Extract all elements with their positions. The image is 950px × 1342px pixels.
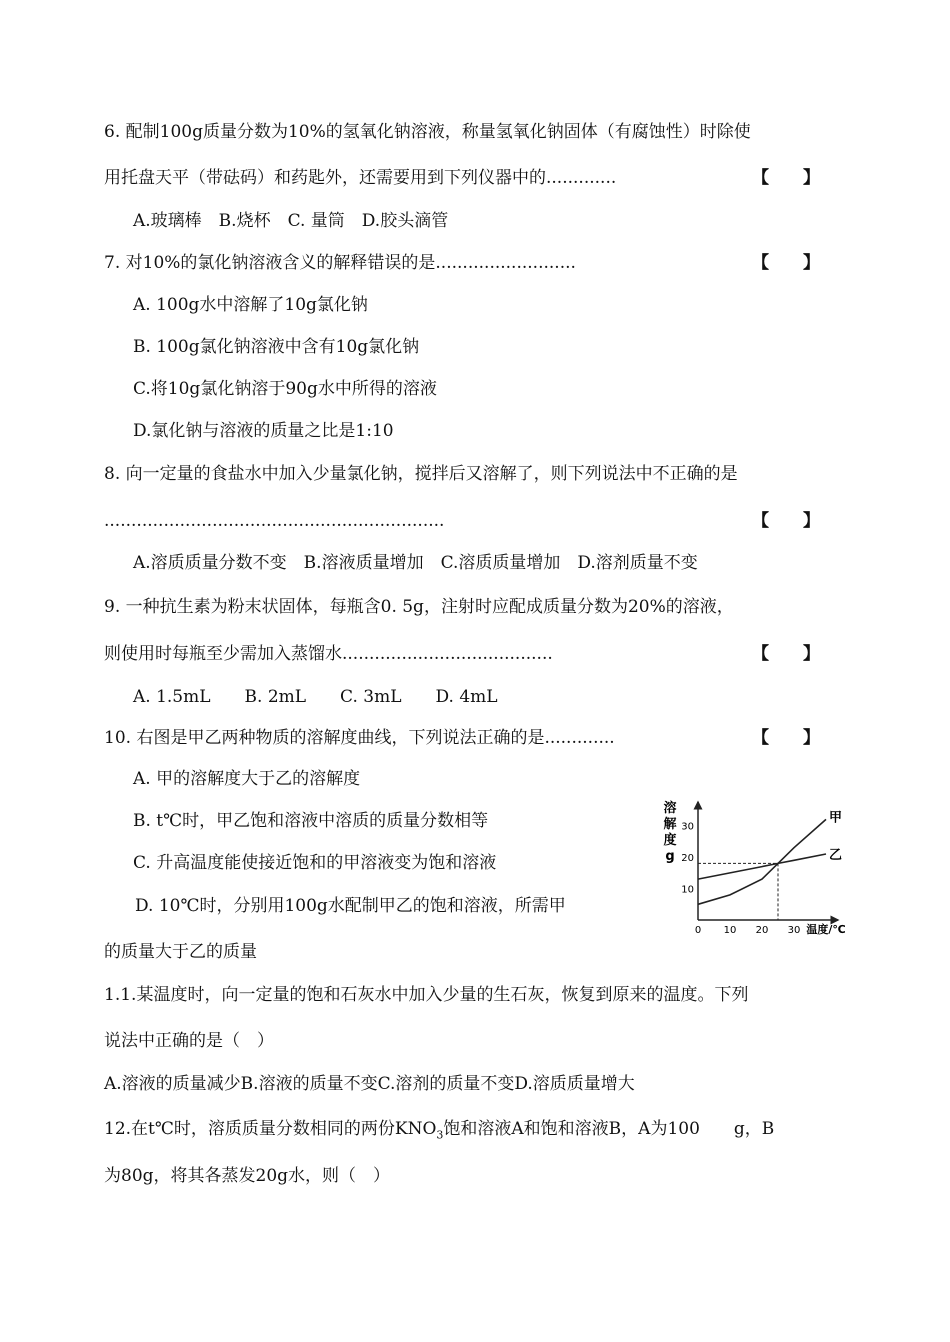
q6-line1: 6. 配制100g质量分数为10%的氢氧化钠溶液，称量氢氧化钠固体（有腐蚀性）时除使 [104,122,751,142]
q8-options: A.溶质质量分数不变 B.溶液质量增加 C.溶质质量增加 D.溶剂质量不变 [133,553,698,573]
q6-answer-bracket: 【 】 [752,168,820,188]
series-label-yi: 乙 [829,848,843,863]
y-axis-label-char: 度 [663,833,677,848]
y-tick-label: 20 [681,853,694,865]
q12-subscript: 3 [436,1128,444,1142]
q7-option-b: B. 100g氯化钠溶液中含有10g氯化钠 [133,337,420,357]
x-tick-label: 20 [755,925,769,936]
q7-option-a: A. 100g水中溶解了10g氯化钠 [133,295,368,315]
q12-line1-part-a: 12.在t℃时，溶质质量分数相同的两份KNO [104,1119,437,1139]
q6-options: A.玻璃棒 B.烧杯 C. 量筒 D.胶头滴管 [133,211,449,231]
q9-line2: 则使用时每瓶至少需加入蒸馏水....................................... [104,644,553,664]
series-curve-jia [698,819,826,904]
q9-options: A. 1.5mL B. 2mL C. 3mL D. 4mL [133,687,498,707]
q11-options: A.溶液的质量减少B.溶液的质量不变C.溶剂的质量不变D.溶质质量增大 [104,1074,635,1094]
y-tick-label: 30 [681,821,694,833]
q10-option-d: D. 10℃时，分别用100g水配制甲乙的饱和溶液，所需甲 [135,896,566,916]
q12-line1-part-b: 饱和溶液A和饱和溶液B，A为100 g，B [443,1119,775,1139]
y-tick-label: 10 [681,884,694,896]
q11-line1: 1.1.某温度时，向一定量的饱和石灰水中加入少量的生石灰，恢复到原来的温度。下列 [104,985,749,1005]
q10-stem: 10. 右图是甲乙两种物质的溶解度曲线，下列说法正确的是............. [104,728,615,748]
q10-option-a: A. 甲的溶解度大于乙的溶解度 [133,769,361,789]
series-curve-yi [698,854,826,879]
x-tick-label: 10 [723,925,737,936]
x-tick-label: 0 [694,925,702,936]
q7-option-c: C.将10g氯化钠溶于90g水中所得的溶液 [133,379,437,399]
q6-line2: 用托盘天平（带砝码）和药匙外，还需要用到下列仪器中的............. [104,168,617,188]
y-axis-label-char: 解 [663,817,677,832]
q11-line2: 说法中正确的是（ ） [104,1031,274,1051]
y-axis-label-char: 溶 [663,801,677,816]
q10-option-b: B. t℃时，甲乙饱和溶液中溶质的质量分数相等 [133,811,489,831]
q10-answer-bracket: 【 】 [752,728,820,748]
q12-line2: 为80g，将其各蒸发20g水，则（ ） [104,1166,391,1186]
q8-answer-bracket: 【 】 [752,511,820,531]
q10-option-c: C. 升高温度能使接近饱和的甲溶液变为饱和溶液 [133,853,497,873]
q12-line1 [104,1118,774,1146]
q7-option-d: D.氯化钠与溶液的质量之比是1:10 [133,421,394,441]
q10-option-d-cont: 的质量大于乙的质量 [104,942,257,962]
x-axis-label: 温度/℃ [806,923,846,936]
q7-answer-bracket: 【 】 [752,253,820,273]
q7-stem: 7. 对10%的氯化钠溶液含义的解释错误的是.......................... [104,253,576,273]
q9-line1: 9. 一种抗生素为粉末状固体，每瓶含0. 5g，注射时应配成质量分数为20%的溶液， [104,597,734,617]
series-label-jia: 甲 [829,810,843,826]
solubility-curve-chart [656,796,856,946]
x-tick-label: 30 [787,925,801,936]
q8-line1: 8. 向一定量的食盐水中加入少量氯化钠，搅拌后又溶解了，则下列说法中不正确的是 [104,464,738,484]
q9-answer-bracket: 【 】 [752,644,820,664]
q8-line2: ............................................................... [104,511,445,531]
y-axis-label-char: g [665,849,675,864]
